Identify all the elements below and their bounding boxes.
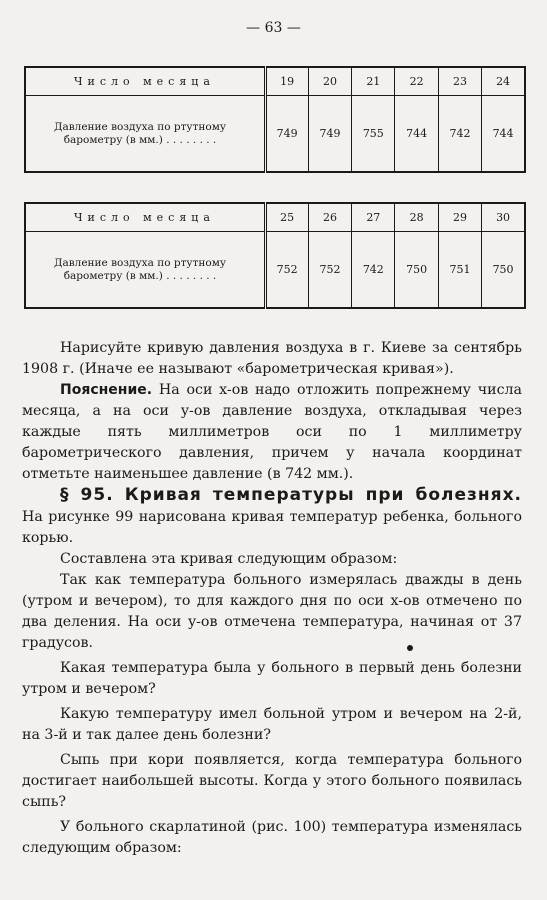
day-cell: 30	[482, 203, 525, 232]
row-label-day: Число месяца	[25, 203, 265, 232]
paragraph: Нарисуйте кривую давления воздуха в г. Киеве за сентябрь 1908 г. (Иначе ее называют «барометрическая кривая»).	[22, 340, 522, 377]
pressure-cell: 755	[352, 96, 395, 173]
section-text: На рисунке 99 нарисована кривая температур ребенка, больного корью.	[22, 509, 522, 546]
row-label-day: Число месяца	[25, 67, 265, 96]
paragraph: Так как температура больного измерялась дважды в день (утром и вечером), то для каждого дня по оси x-ов отмечено по два деления. На оси y-ов отмечена температура, начиная от 37 градусов.	[22, 572, 522, 651]
pressure-cell: 752	[308, 232, 351, 309]
paragraph: У больного скарлатиной (рис. 100) температура изменялась следующим образом:	[22, 819, 522, 856]
day-cell: 19	[265, 67, 308, 96]
day-cell: 25	[265, 203, 308, 232]
explanation-label: Пояснение.	[60, 382, 153, 398]
pressure-cell: 750	[482, 232, 525, 309]
section-95	[22, 485, 522, 549]
section-heading: § 95. Кривая температуры при болезнях.	[60, 485, 522, 505]
explanation-text: На оси x-ов надо отложить попрежнему числа месяца, а на оси y-ов давление воздуха, откладывая через каждые пять миллиметров оси по 1 миллиметру барометрического давления, причем у начала координат отметьте наименьшее давление (в 742 мм.).	[22, 382, 522, 482]
pressure-cell: 749	[308, 96, 351, 173]
day-cell: 27	[352, 203, 395, 232]
row-label-pressure: Давление воздуха по ртутному барометру (в мм.) . . . . . . . .	[25, 232, 265, 309]
question: Сыпь при кори появляется, когда температура больного достигает наибольшей высоты. Когда у этого больного появилась сыпь?	[22, 752, 522, 810]
pressure-table-1	[24, 66, 526, 173]
day-cell: 24	[482, 67, 525, 96]
pressure-cell: 744	[395, 96, 438, 173]
day-cell: 28	[395, 203, 438, 232]
question: Какая температура была у больного в первый день болезни утром и вечером?	[22, 660, 522, 697]
pressure-cell: 742	[352, 232, 395, 309]
paragraph: Составлена эта кривая следующим образом:	[60, 551, 398, 567]
day-cell: 23	[438, 67, 481, 96]
day-cell: 20	[308, 67, 351, 96]
pressure-cell: 751	[438, 232, 481, 309]
pressure-cell: 750	[395, 232, 438, 309]
page-number: — 63 —	[246, 20, 301, 36]
body-text	[22, 338, 522, 859]
day-cell: 29	[438, 203, 481, 232]
pressure-cell: 744	[482, 96, 525, 173]
question: Какую температуру имел больной утром и вечером на 2-й, на 3-й и так далее день болезни?	[22, 706, 522, 743]
pressure-table-2	[24, 202, 526, 309]
ink-dot	[407, 645, 413, 651]
pressure-cell: 749	[265, 96, 308, 173]
day-cell: 22	[395, 67, 438, 96]
pressure-cell: 752	[265, 232, 308, 309]
day-cell: 26	[308, 203, 351, 232]
day-cell: 21	[352, 67, 395, 96]
paragraph-explanation	[22, 380, 522, 485]
pressure-cell: 742	[438, 96, 481, 173]
row-label-pressure: Давление воздуха по ртутному барометру (в мм.) . . . . . . . .	[25, 96, 265, 173]
